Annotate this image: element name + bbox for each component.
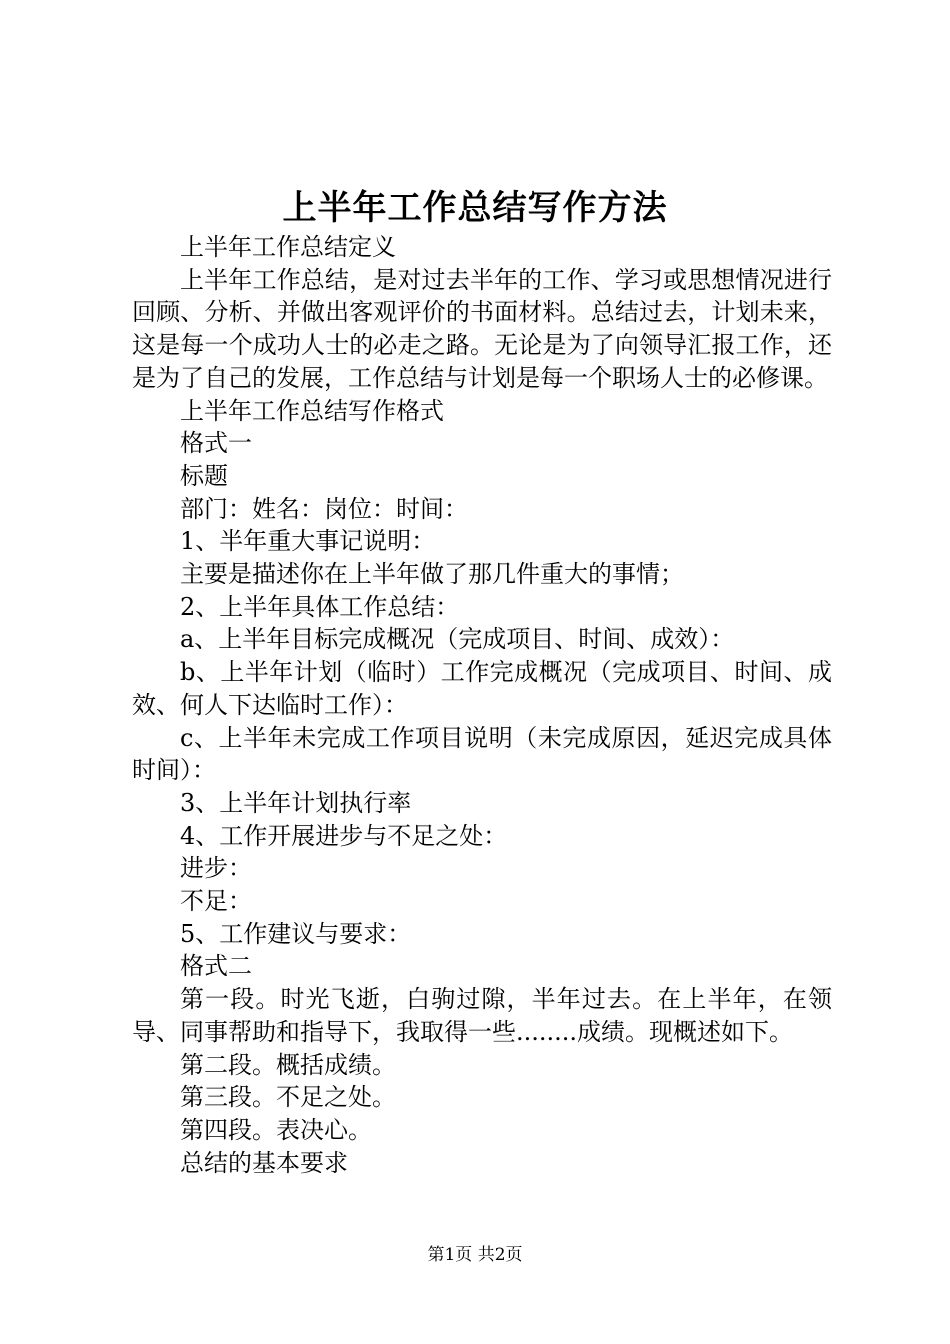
- page-footer: 第1页 共2页: [427, 1245, 523, 1265]
- paragraph-item-2b: b、上半年计划（临时）工作完成概况（完成项目、时间、成效、何人下达临时工作）：: [132, 658, 832, 719]
- paragraph-basic-requirements: 总结的基本要求: [180, 1148, 348, 1177]
- document-body: [132, 231, 832, 1179]
- paragraph-item-1: 1、半年重大事记说明：: [180, 527, 436, 556]
- paragraph-section-1: 第一段。时光飞逝，白驹过隙，半年过去。在上半年，在领导、同事帮助和指导下，我取得一些........成绩。现概述如下。: [132, 985, 832, 1046]
- paragraph-progress: 进步：: [180, 854, 252, 883]
- paragraph-definition: 上半年工作总结，是对过去半年的工作、学习或思想情况进行回顾、分析、并做出客观评价的书面材料。总结过去，计划未来，这是每一个成功人士的必走之路。无论是为了向领导汇报工作，还是为了自己的发展，工作总结与计划是每一个职场人士的必修课。: [132, 265, 832, 392]
- paragraph-item-1-desc: 主要是描述你在上半年做了那几件重大的事情；: [180, 560, 684, 589]
- paragraph-item-5: 5、工作建议与要求：: [180, 919, 412, 948]
- paragraph-format-two: 格式二: [180, 952, 252, 981]
- paragraph-shortcoming: 不足：: [180, 887, 252, 916]
- paragraph-item-2: 2、上半年具体工作总结：: [180, 592, 460, 621]
- paragraph-item-2c: c、上半年未完成工作项目说明（未完成原因，延迟完成具体时间）：: [132, 723, 832, 785]
- paragraph-section-4: 第四段。表决心。: [180, 1115, 372, 1144]
- paragraph-definition-heading: 上半年工作总结定义: [180, 233, 396, 261]
- paragraph-format-heading: 上半年工作总结写作格式: [180, 396, 444, 425]
- paragraph-title-label: 标题: [180, 461, 228, 490]
- paragraph-item-4: 4、工作开展进步与不足之处：: [180, 821, 508, 850]
- paragraph-info-fields: 部门：姓名：岗位：时间：: [180, 494, 468, 523]
- paragraph-format-one: 格式一: [180, 429, 252, 458]
- paragraph-item-3: 3、上半年计划执行率: [180, 788, 412, 817]
- document-title: 上半年工作总结写作方法: [282, 188, 668, 228]
- paragraph-section-3: 第三段。不足之处。: [180, 1083, 396, 1112]
- paragraph-item-2a: a、上半年目标完成概况（完成项目、时间、成效）：: [180, 625, 735, 654]
- paragraph-section-2: 第二段。概括成绩。: [180, 1050, 396, 1079]
